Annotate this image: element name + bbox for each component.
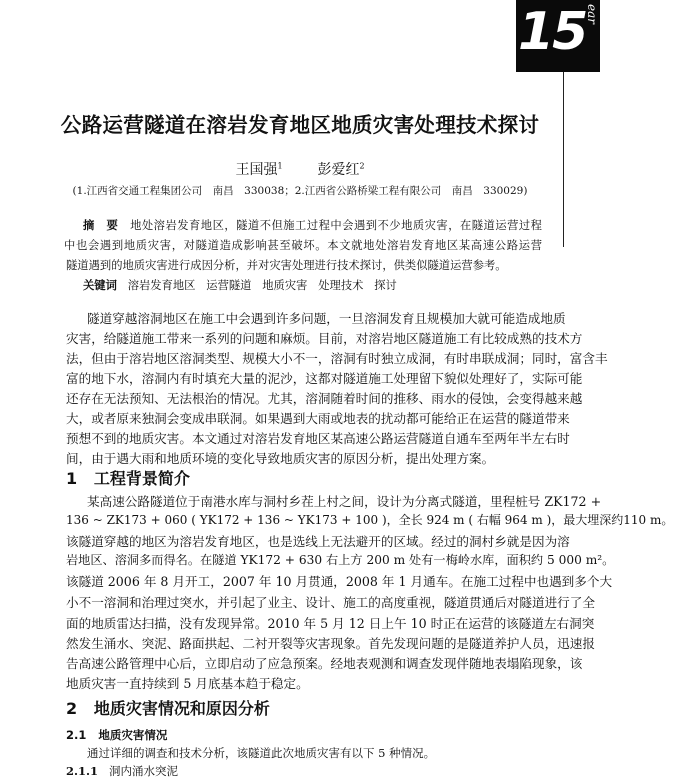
journal-logo — [516, 0, 600, 72]
logo-number: 15 — [518, 2, 587, 62]
body-line: 小不一溶洞和治理过突水，并引起了业主、设计、施工的高度重视，隧道贯通后对隧道进行了全 — [66, 595, 595, 610]
body-line: 隧道穿越溶洞地区在施工中会遇到许多问题，一旦溶洞发育且规模加大就可能造成地质 — [87, 311, 566, 326]
body-line: 某高速公路隧道位于南港水库与洞村乡茬上村之间，设计为分离式隧道，里程桩号 ZK172 + — [87, 494, 602, 509]
paper-title: 公路运营隧道在溶岩发育地区地质灾害处理技术探讨 — [60, 113, 540, 137]
author-mark: 1 — [277, 161, 283, 171]
body-line: 该隧道穿越的地区为溶岩发育地区，也是选线上无法避开的区域。经过的洞村乡就是因为溶 — [66, 534, 570, 549]
body-line: 法，但由于溶岩地区溶洞类型、规模大小不一，溶洞有时独立成洞，有时串联成洞；同时，富含丰 — [66, 351, 608, 366]
keywords-label: 关键词 — [83, 279, 117, 292]
author-name: 王国强 — [235, 162, 278, 178]
abstract-line: 隧道遇到的地质灾害进行成因分析，并对灾害处理进行技术探讨，供类似隧道运营参考。 — [66, 259, 507, 272]
body-line: 面的地质雷达扫描，没有发现异常。2010 年 5 月 12 日上午 10 时正在运营的该隧道左右洞突 — [66, 616, 595, 631]
section-heading: 2 地质灾害情况和原因分析 — [66, 699, 270, 718]
abstract-label: 摘 要 — [83, 219, 119, 232]
keywords: 关键词 溶岩发育地区 运营隧道 地质灾害 处理技术 探讨 — [83, 279, 397, 292]
body-line: 还存在无法预知、无法根治的情况。尤其，溶洞随着时间的推移、雨水的侵蚀，会变得越来越 — [66, 391, 583, 406]
author-name: 彭爱红 — [317, 162, 360, 178]
body-line: 预想不到的地质灾害。本文通过对溶岩发育地区某高速公路运营隧道自通车至两年半左右时 — [66, 431, 570, 446]
body-line: 通过详细的调查和技术分析，该隧道此次地质灾害有以下 5 种情况。 — [87, 746, 436, 760]
body-line: 大，或者原来独洞会变成串联洞。如果遇到大雨或地表的扰动都可能给正在运营的隧道带来 — [66, 411, 570, 426]
abstract-line: 中也会遇到地质灾害，对隧道造成影响甚至破坏。本文就地处溶岩发育地区某高速公路运营 — [64, 239, 542, 252]
section-heading: 1 工程背景简介 — [66, 469, 190, 488]
body-line: 136 ~ ZK173 + 060 ( YK172 + 136 ~ YK173 + 100 )，全长 924 m ( 右幅 964 m )，最大埋深约110 m。 — [66, 513, 673, 527]
body-line: 间，由于遇大雨和地质环境的变化导致地质灾害的原因分析，提出处理方案。 — [66, 451, 495, 466]
subsubsection-heading: 2.1.1 洞内涌水突泥 — [66, 764, 178, 778]
affiliation: (1.江西省交通工程集团公司 南昌 330038；2.江西省公路桥梁工程有限公司 南昌 330029) — [72, 185, 528, 197]
body-line: 灾害，给隧道施工带来一系列的问题和麻烦。目前，对溶岩地区隧道施工有比较成熟的技术方 — [66, 331, 583, 346]
body-line: 告高速公路管理中心后，立即启动了应急预案。经地表观测和调查发现伴随地表塌陷现象，该 — [66, 656, 583, 671]
author-mark: 2 — [359, 161, 365, 171]
body-line: 富的地下水，溶洞内有时填充大量的泥沙，这都对隧道施工处理留下貌似处理好了，实际可能 — [66, 371, 583, 386]
logo-text: ear — [585, 4, 599, 24]
authors — [0, 159, 600, 179]
body-line: 地质灾害一直持续到 5 月底基本趋于稳定。 — [66, 676, 309, 691]
body-line: 然发生涌水、突泥、路面拱起、二衬开裂等灾害现象。首先发现问题的是隧道养护人员，迅速报 — [66, 636, 595, 651]
subsection-heading: 2.1 地质灾害情况 — [66, 728, 168, 742]
abstract-line: 摘 要 地处溶岩发育地区，隧道不但施工过程中会遇到不少地质灾害，在隧道运营过程 — [83, 219, 542, 232]
body-line: 该隧道 2006 年 8 月开工，2007 年 10 月贯通，2008 年 1 月通车。在施工过程中也遇到多个大 — [66, 574, 613, 589]
body-line: 岩地区、溶洞多而得名。在隧道 YK172 + 630 右上方 200 m 处有一梅岭水库，面积约 5 000 m²。 — [66, 553, 615, 567]
